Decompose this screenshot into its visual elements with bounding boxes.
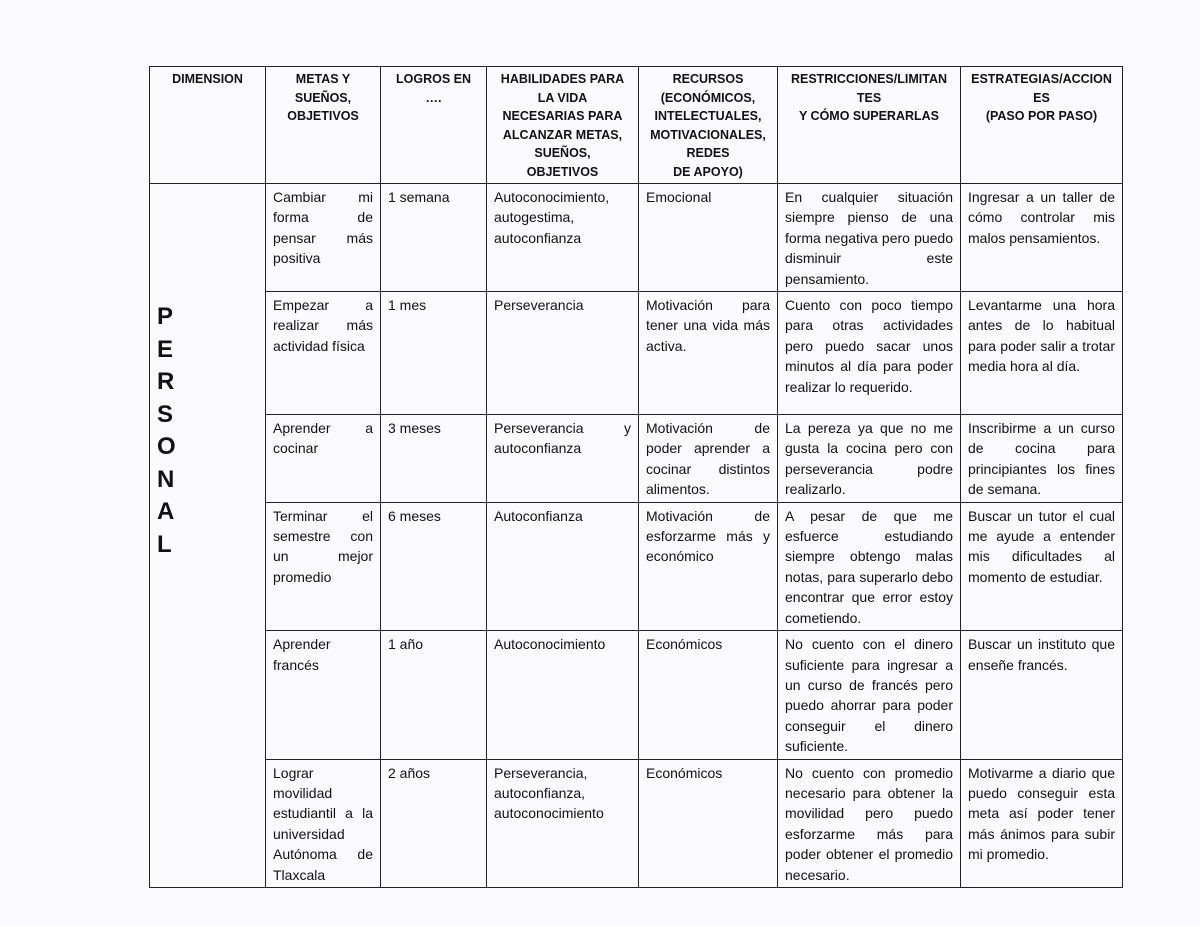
header-dimension: DIMENSION — [150, 67, 266, 184]
dimension-letter: A — [157, 498, 175, 525]
restricciones-cell: No cuento con el dinero suficiente para ingresar a un curso de francés pero puedo ahorrar para poder conseguir el dinero suficiente. — [778, 631, 961, 759]
dimension-letter: S — [157, 400, 174, 428]
restricciones-cell: La pereza ya que no me gusta la cocina pero con perseverancia podre realizarlo. — [778, 415, 961, 503]
estrategias-cell: Buscar un instituto que enseñe francés. — [961, 631, 1123, 759]
habilidades-cell: Perseverancia — [487, 292, 639, 415]
logro-cell: 6 meses — [381, 502, 487, 630]
estrategias-cell: Inscribirme a un curso de cocina para principiantes los fines de semana. — [961, 415, 1123, 503]
estrategias-cell: Ingresar a un taller de cómo controlar mis malos pensamientos. — [961, 184, 1123, 292]
meta-cell: Aprender a cocinar — [266, 415, 381, 503]
recursos-cell: Motivación para tener una vida más activa. — [639, 292, 778, 415]
dimension-letter: N — [157, 465, 175, 493]
header-metas: METAS Y SUEÑOS, OBJETIVOS — [266, 67, 381, 184]
restricciones-cell: Cuento con poco tiempo para otras actividades pero puedo sacar unos minutos al día para poder realizar lo requerido. — [778, 292, 961, 415]
recursos-cell: Económicos — [639, 631, 778, 759]
habilidades-cell: Perseverancia, autoconfianza, autoconocimiento — [487, 759, 639, 887]
habilidades-cell: Autoconfianza — [487, 502, 639, 630]
dimension-letter: L — [157, 530, 172, 558]
header-estrategias: ESTRATEGIAS/ACCION ES (PASO POR PASO) — [961, 67, 1123, 184]
table-row — [150, 415, 1123, 503]
meta-cell: Lograr movilidad estudiantil a la universidad Autónoma de Tlaxcala — [266, 759, 381, 887]
logro-cell: 1 año — [381, 631, 487, 759]
life-plan-table — [149, 66, 1123, 888]
dimension-label — [157, 301, 258, 561]
dimension-letter: P — [157, 303, 174, 330]
restricciones-cell: A pesar de que me esfuerce estudiando siempre obtengo malas notas, para superarlo debo encontrar que error estoy cometiendo. — [778, 502, 961, 630]
restricciones-cell: En cualquier situación siempre pienso de una forma negativa pero puedo disminuir este pensamiento. — [778, 184, 961, 292]
habilidades-cell: Autoconocimiento — [487, 631, 639, 759]
estrategias-cell: Motivarme a diario que puedo conseguir esta meta así poder tener más ánimos para subir mi promedio. — [961, 759, 1123, 887]
header-logros: LOGROS EN …. — [381, 67, 487, 184]
logro-cell: 1 semana — [381, 184, 487, 292]
header-habilidades: HABILIDADES PARA LA VIDA NECESARIAS PARA ALCANZAR METAS, SUEÑOS, OBJETIVOS — [487, 67, 639, 184]
recursos-cell: Emocional — [639, 184, 778, 292]
meta-cell: Cambiar mi forma de pensar más positiva — [266, 184, 381, 292]
dimension-cell — [150, 184, 266, 888]
header-restricciones: RESTRICCIONES/LIMITAN TES Y CÓMO SUPERARLAS — [778, 67, 961, 184]
table-row — [150, 502, 1123, 630]
dimension-letter: O — [157, 433, 176, 460]
meta-cell: Terminar el semestre con un mejor promedio — [266, 502, 381, 630]
dimension-letter: E — [157, 335, 174, 363]
habilidades-cell: Autoconocimiento, autogestima, autoconfianza — [487, 184, 639, 292]
table-row — [150, 631, 1123, 759]
logro-cell: 1 mes — [381, 292, 487, 415]
logro-cell: 3 meses — [381, 415, 487, 503]
table-row — [150, 184, 1123, 292]
habilidades-cell: Perseverancia y autoconfianza — [487, 415, 639, 503]
table-row — [150, 292, 1123, 415]
recursos-cell: Económicos — [639, 759, 778, 887]
meta-cell: Aprender francés — [266, 631, 381, 759]
estrategias-cell: Levantarme una hora antes de lo habitual para poder salir a trotar media hora al día. — [961, 292, 1123, 415]
dimension-letter: R — [157, 368, 175, 395]
table-row — [150, 759, 1123, 887]
logro-cell: 2 años — [381, 759, 487, 887]
recursos-cell: Motivación de poder aprender a cocinar distintos alimentos. — [639, 415, 778, 503]
restricciones-cell: No cuento con promedio necesario para obtener la movilidad pero puedo esforzarme más para poder obtener el promedio necesario. — [778, 759, 961, 887]
meta-cell: Empezar a realizar más actividad física — [266, 292, 381, 415]
header-recursos: RECURSOS (ECONÓMICOS, INTELECTUALES, MOTIVACIONALES, REDES DE APOYO) — [639, 67, 778, 184]
header-row — [150, 67, 1123, 184]
estrategias-cell: Buscar un tutor el cual me ayude a entender mis dificultades al momento de estudiar. — [961, 502, 1123, 630]
recursos-cell: Motivación de esforzarme más y económico — [639, 502, 778, 630]
